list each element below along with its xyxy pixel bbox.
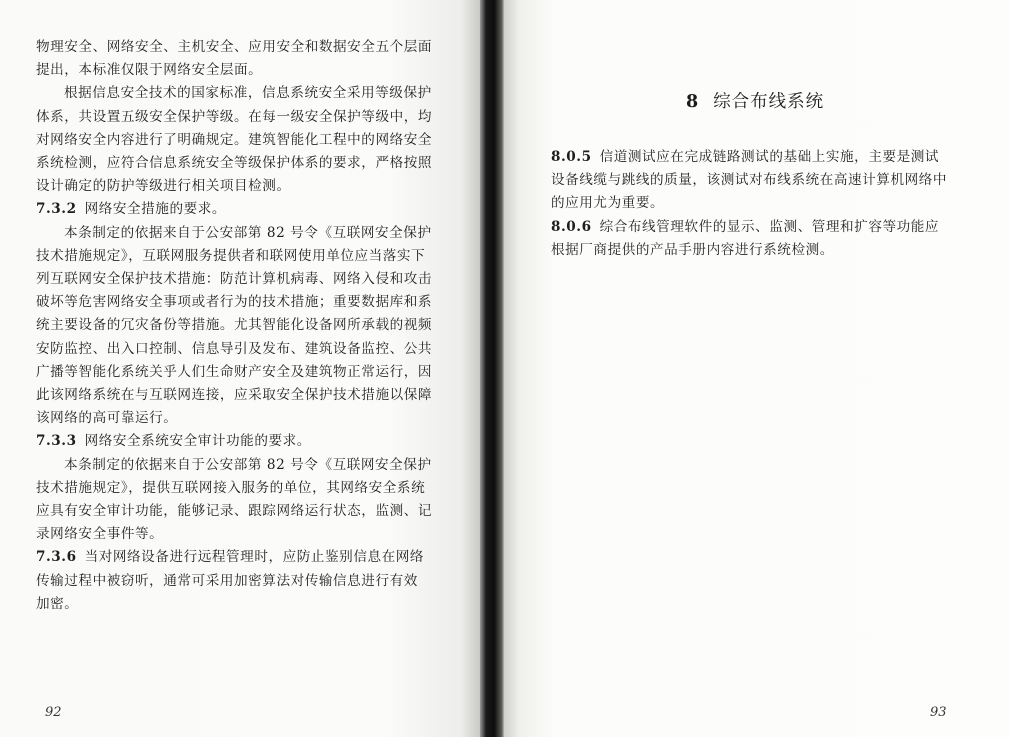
text-line (36, 570, 454, 593)
line-text: 体系，共设置五级安全保护等级。在每一级安全保护等级中，均 (36, 108, 433, 125)
line-text: 物理安全、网络安全、主机安全、应用安全和数据安全五个层面 (36, 39, 433, 55)
text-line (551, 239, 971, 262)
line-text: 技术措施规定》，互联网服务提供者和联网使用单位应当落实下 (36, 247, 426, 264)
text-line (36, 106, 454, 129)
text-line (36, 222, 454, 245)
clause-number: 8.0.6 (551, 218, 592, 235)
line-text: 统主要设备的冗灾备份等措施。尤其智能化设备网所承载的视频 (36, 317, 433, 334)
right-page-body (551, 146, 971, 262)
line-text: 本条制定的依据来自于公安部第 82 号令《互联网安全保护 (64, 224, 432, 241)
text-line (36, 268, 454, 291)
line-text: 录网络安全事件等。 (36, 526, 164, 543)
line-text: 此该网络系统在与互联网连接，应采取安全保护技术措施以保障 (36, 387, 433, 404)
line-text: 该网络的高可靠运行。 (36, 410, 178, 427)
left-page-body (36, 36, 454, 616)
line-text: 根据厂商提供的产品手册内容进行系统检测。 (551, 241, 834, 258)
line-text: 广播等智能化系统关乎人们生命财产安全及建筑物正常运行，因 (36, 363, 433, 380)
clause-number: 7.3.6 (36, 549, 77, 566)
page-number-right: 93 (930, 705, 947, 720)
text-line (36, 338, 454, 361)
clause-number: 7.3.3 (36, 433, 77, 450)
text-line (36, 152, 454, 175)
clause-line (36, 198, 454, 221)
line-text: 网络安全措施的要求。 (84, 201, 227, 218)
line-text: 综合布线管理软件的显示、监测、管理和扩容等功能应 (599, 218, 940, 235)
line-text: 安防监控、出入口控制、信息导引及发布、建筑设备监控、公共 (36, 340, 433, 357)
line-text: 加密。 (36, 595, 79, 612)
text-line (36, 314, 454, 337)
line-text: 破坏等危害网络安全事项或者行为的技术措施；重要数据库和系 (36, 294, 433, 311)
text-line (36, 245, 454, 268)
chapter-title: 综合布线系统 (713, 92, 825, 112)
clause-number: 7.3.2 (36, 201, 77, 218)
clause-line (36, 546, 454, 569)
line-text: 的应用尤为重要。 (551, 195, 665, 212)
text-line (36, 36, 454, 59)
text-line (36, 477, 454, 500)
clause-line (551, 146, 971, 169)
line-text: 设计确定的防护等级进行相关项目检测。 (36, 178, 291, 195)
text-line (36, 407, 454, 430)
line-text: 对网络安全内容进行了明确规定。建筑智能化工程中的网络安全 (36, 131, 433, 148)
text-line (36, 593, 454, 616)
text-line (36, 454, 454, 477)
left-page (0, 0, 480, 737)
text-line (36, 500, 454, 523)
line-text: 技术措施规定》，提供互联网接入服务的单位，其网络安全系统 (36, 479, 426, 496)
text-line (551, 192, 971, 215)
line-text: 设备线缆与跳线的质量，该测试对布线系统在高速计算机网络中 (551, 172, 948, 189)
line-text: 应具有安全审计功能，能够记录、跟踪网络运行状态，监测、记 (36, 503, 433, 520)
chapter-heading (686, 88, 824, 113)
line-text: 网络安全系统安全审计功能的要求。 (84, 433, 311, 450)
line-text: 系统检测，应符合信息系统安全等级保护体系的要求，严格按照 (36, 155, 433, 172)
text-line (36, 291, 454, 314)
text-line (551, 169, 971, 192)
line-text: 传输过程中被窃听，通常可采用加密算法对传输信息进行有效 (36, 572, 418, 589)
line-text: 本条制定的依据来自于公安部第 82 号令《互联网安全保护 (64, 456, 432, 473)
line-text: 根据信息安全技术的国家标准，信息系统安全采用等级保护 (64, 85, 432, 102)
line-text: 提出，本标准仅限于网络安全层面。 (36, 62, 263, 79)
line-text: 当对网络设备进行远程管理时，应防止鉴别信息在网络 (84, 549, 425, 566)
line-text: 信道测试应在完成链路测试的基础上实施，主要是测试 (599, 149, 940, 165)
text-line (36, 175, 454, 198)
clause-line (551, 216, 971, 239)
text-line (36, 59, 454, 82)
text-line (36, 523, 454, 546)
book-gutter (480, 0, 504, 737)
clause-number: 8.0.5 (551, 149, 592, 165)
text-line (36, 82, 454, 105)
text-line (36, 384, 454, 407)
chapter-number: 8 (686, 92, 700, 112)
page-number-left: 92 (45, 705, 62, 720)
text-line (36, 361, 454, 384)
text-line (36, 129, 454, 152)
clause-line (36, 430, 454, 453)
line-text: 列互联网安全保护技术措施：防范计算机病毒、网络入侵和攻击 (36, 271, 433, 288)
